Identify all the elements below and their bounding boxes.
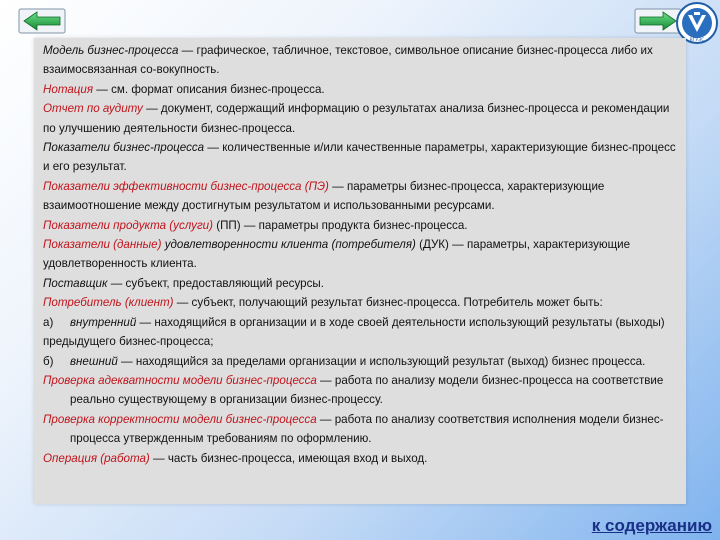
glossary-entry: Потребитель (клиент) — субъект, получающий результат бизнес-процесса. Потребитель может быть: (43, 296, 603, 310)
glossary-entry: Проверка адекватности модели бизнес-процесса — работа по анализу модели бизнес-процесса на соответствие реально существующему в организации бизнес-процессу. (43, 373, 664, 407)
glossary-entry: Показатели (данные) удовлетворенности клиента (потребителя) (ДУК) — параметры, характеризующие удовлетворенность клиента. (43, 238, 631, 271)
glossary (43, 41, 679, 468)
glossary-entry: Операция (работа) — часть бизнес-процесса, имеющая вход и выход. (43, 451, 428, 465)
glossary-subentry: а) внутренний — находящийся в организации и в ходе своей деятельности использующий результаты (выходы) предыдущего бизнес-процесса; (43, 315, 665, 349)
glossary-entry: Модель бизнес-процесса — графическое, табличное, текстовое, символьное описание бизнес-процесса либо их взаимосвязанная со-вокупность. (43, 44, 653, 77)
logo-label: ВГУЭС (689, 38, 705, 43)
table-of-contents-link[interactable]: к содержанию (591, 516, 712, 535)
glossary-subentry: б) внешний — находящийся за пределами организации и использующий результат (выход) бизнес процесса. (43, 354, 646, 368)
glossary-entry: Проверка корректности модели бизнес-процесса — работа по анализу соответствия исполнения модели бизнес-процесса утвержденным требованиям по оформлению. (43, 412, 664, 446)
glossary-entry: Поставщик — субъект, предоставляющий ресурсы. (43, 276, 324, 290)
arrow-left-icon[interactable] (18, 8, 66, 34)
arrow-right-icon[interactable] (634, 8, 682, 34)
glossary-entry: Нотация — см. формат описания бизнес-процесса. (43, 82, 325, 96)
glossary-entry: Показатели эффективности бизнес-процесса (ПЭ) — параметры бизнес-процесса, характеризующие взаимоотношение между достигнутым результатом и использованными ресурсами. (43, 179, 605, 213)
glossary-entry: Отчет по аудиту — документ, содержащий информацию о результатах анализа бизнес-процесса и рекомендации по улучшению деятельности бизнес-процесса. (43, 102, 670, 135)
glossary-entry: Показатели бизнес-процесса — количественные и/или качественные параметры, характеризующие бизнес-процесс и его результат. (43, 141, 676, 174)
glossary-entry: Показатели продукта (услуги) (ПП) — параметры продукта бизнес-процесса. (43, 218, 468, 232)
